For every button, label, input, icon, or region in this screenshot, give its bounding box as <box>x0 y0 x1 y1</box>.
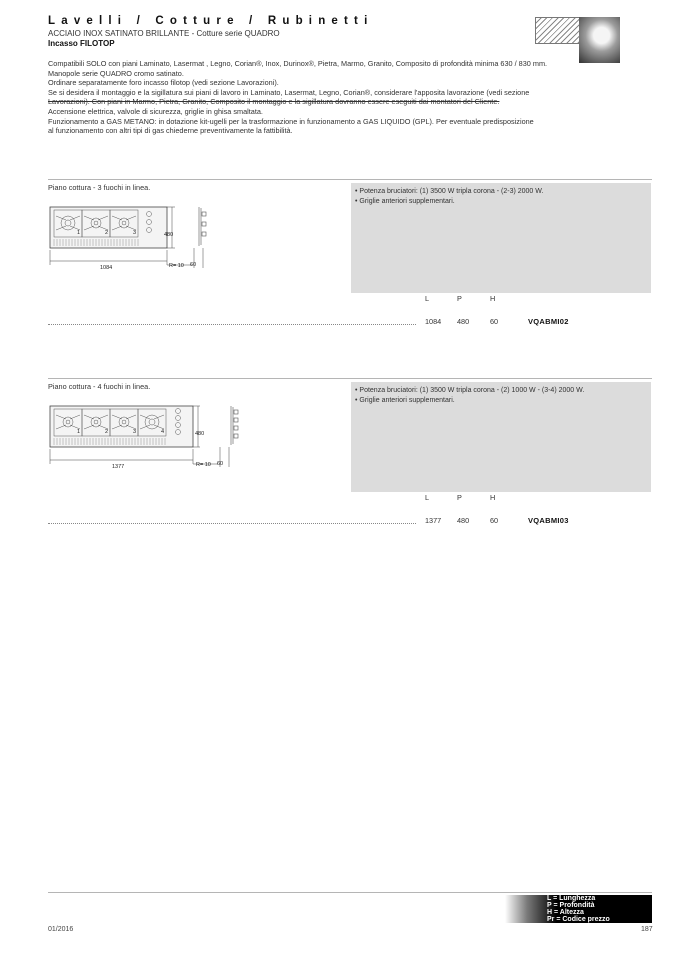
column-header-h: H <box>490 294 496 303</box>
intro-line: Ordinare separatamente foro incasso filotop (vedi sezione Lavorazioni). <box>48 78 279 88</box>
dimension-width: 1084 <box>100 265 113 271</box>
burner-number: 4 <box>161 429 165 435</box>
hob-diagram-4-burner <box>48 397 248 479</box>
value-depth: 480 <box>457 317 470 326</box>
product-thumbnail <box>535 17 620 63</box>
burner-number: 3 <box>133 429 137 435</box>
divider <box>48 179 652 180</box>
page-title: Lavelli / Cotture / Rubinetti <box>48 15 374 27</box>
product-label: Piano cottura - 3 fuochi in linea. <box>48 183 151 192</box>
intro-text <box>48 59 608 136</box>
specs-box <box>351 382 651 492</box>
burner-number: 2 <box>105 230 109 236</box>
product-code: VQABMI02 <box>528 317 569 326</box>
dimension-width: 1377 <box>112 464 125 470</box>
burner-number: 3 <box>133 230 137 236</box>
value-height: 60 <box>490 317 499 326</box>
product-photo <box>579 17 620 63</box>
dimension-depth: 480 <box>164 232 174 238</box>
dot-leader <box>48 324 416 325</box>
spec-item: • Potenza bruciatori: (1) 3500 W tripla corona - (2) 1000 W - (3-4) 2000 W. <box>355 386 651 396</box>
intro-line: Compatibili SOLO con piani Laminato, Lasermat , Legno, Corian®, Inox, Durinox®, Pietra, Marmo, Granito, Composito di profondità minima 630 / 830 mm. <box>48 59 548 68</box>
intro-line: Manopole serie QUADRO cromo satinato. <box>48 68 184 78</box>
dimension-radius: R= 10 <box>196 462 211 468</box>
footer-divider <box>48 892 652 893</box>
dimension-radius: R= 10 <box>169 263 184 269</box>
legend-item: H = Altezza <box>547 909 584 916</box>
footer-date: 01/2016 <box>48 926 74 933</box>
spec-item: • Griglie anteriori supplementari. <box>355 197 651 207</box>
dot-leader <box>48 523 416 524</box>
intro-line: Funzionamento a GAS METANO: in dotazione kit-ugelli per la trasformazione in funzionamento a GAS LIQUIDO (GPL). Per eventuale predisposizione <box>48 116 534 126</box>
column-header-p: P <box>457 294 462 303</box>
legend-item: L = Lunghezza <box>547 895 596 902</box>
spec-item: • Griglie anteriori supplementari. <box>355 396 651 406</box>
intro-line: Se si desidera il montaggio e la sigillatura sui piani di lavoro in Laminato, Lasermat, Legno, Corian®, considerare l'apposita lavorazione (vedi sezione <box>48 87 530 97</box>
installation-section-drawing <box>535 17 582 44</box>
divider <box>48 378 652 379</box>
value-height: 60 <box>490 516 499 525</box>
intro-line: Lavorazioni). Con piani in Marmo, Pietra, Granito, Composito il montaggio e la sigillatura dovranno essere eseguiti dai montatori del Cliente. <box>48 97 500 107</box>
intro-line: al funzionamento con altri tipi di gas chiederne preventivamente la fattibilità. <box>48 126 293 136</box>
section-title: Incasso FILOTOP <box>48 39 115 48</box>
intro-line: Accensione elettrica, valvole di sicurezza, griglie in ghisa smaltata. <box>48 106 263 116</box>
product-label: Piano cottura - 4 fuochi in linea. <box>48 382 151 391</box>
burner-number: 1 <box>77 230 81 236</box>
product-code: VQABMI03 <box>528 516 569 525</box>
hob-diagram-3-burner <box>48 198 228 280</box>
page-subtitle: ACCIAIO INOX SATINATO BRILLANTE - Cotture serie QUADRO <box>48 29 280 38</box>
burner-number: 2 <box>105 429 109 435</box>
column-header-h: H <box>490 493 496 502</box>
legend-item: P = Profondità <box>547 902 595 909</box>
page-number: 187 <box>641 926 653 933</box>
burner-number: 1 <box>77 429 81 435</box>
column-header-l: L <box>425 294 430 303</box>
dimension-height: 60 <box>217 461 224 467</box>
column-header-p: P <box>457 493 462 502</box>
value-length: 1084 <box>425 317 442 326</box>
dimension-height: 60 <box>190 262 197 268</box>
dimension-depth: 480 <box>195 431 205 437</box>
legend-box <box>505 895 652 923</box>
legend-item: Pr = Codice prezzo <box>547 916 610 923</box>
column-header-l: L <box>425 493 430 502</box>
value-depth: 480 <box>457 516 470 525</box>
value-length: 1377 <box>425 516 442 525</box>
specs-box <box>351 183 651 293</box>
spec-item: • Potenza bruciatori: (1) 3500 W tripla corona - (2-3) 2000 W. <box>355 187 651 197</box>
